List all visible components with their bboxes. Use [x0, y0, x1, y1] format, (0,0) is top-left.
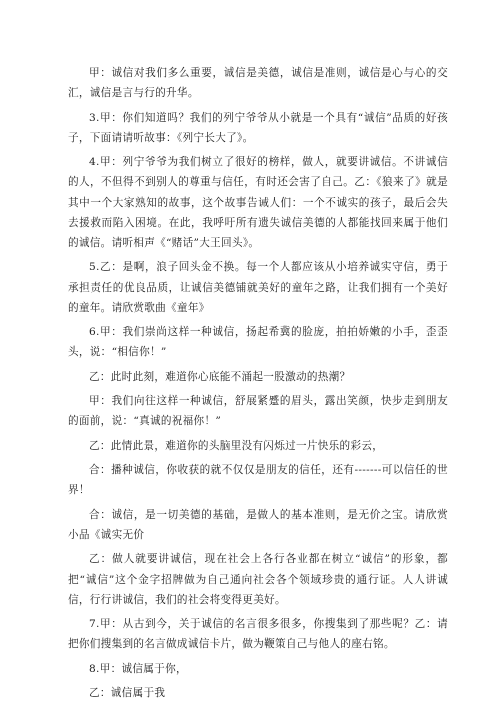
paragraph: 甲：诚信对我们多么重要，诚信是美德，诚信是准则，诚信是心与心的交汇，诚信是言与行的升华。	[68, 67, 448, 100]
paragraph: 甲：我们向往这样一种诚信，舒展紧蹙的眉头，露出笑颜，快步走到朋友的面前，说：“真诚的祝福你！”	[68, 395, 448, 428]
paragraph: 4.甲：列宁爷爷为我们树立了很好的榜样，做人，就要讲诚信。不讲诚信的人，不但得不到别人的尊重与信任，有时还会害了自己。乙：《狼来了》就是其中一个大家熟知的故事，这个故事告诫人们：一个不诚实的孩子，最后会失去援救而陷入困境。在此，我呼吁所有遗失诚信美德的人都能找回来属于他们的诚信。请听相声《“赌话”大王回头》。	[68, 156, 448, 249]
paragraph: 合：诚信，是一切美德的基础，是做人的基本准则，是无价之宝。请欣赏小品《诚实无价	[68, 508, 448, 541]
paragraph: 8.甲：诚信属于你，	[89, 662, 187, 675]
paragraph: 7.甲：从古到今，关于诚信的名言很多很多，你搜集到了那些呢？乙：请把你们搜集到的名言做成诚信卡片，做为鞭策自己与他人的座右铭。	[68, 618, 448, 651]
paragraph: 乙：此时此刻，难道你心底能不涌起一股激动的热潮？	[89, 370, 351, 383]
paragraph: 合：播种诚信，你收获的就不仅仅是朋友的信任，还有-------可以信任的世界！	[68, 464, 448, 497]
paragraph: 乙：此情此景，难道你的头脑里没有闪烁过一片快乐的彩云，	[89, 439, 384, 452]
document-body	[68, 63, 448, 708]
paragraph: 3.甲：你们知道吗？我们的列宁爷爷从小就是一个具有“诚信”品质的好孩子，下面请请听故事：《列宁长大了》。	[68, 111, 448, 144]
paragraph: 6.甲：我们崇尚这样一种诚信，扬起希冀的脸庞，拍拍娇嫩的小手，歪歪头，说：“相信你！”	[68, 326, 448, 359]
paragraph: 5.乙：是啊，浪子回头金不换。每一个人都应该从小培养诚实守信，勇于承担责任的优良品质，让诚信美德铺就美好的童年之路，让我们拥有一个美好的童年。请欣赏歌曲《童年》	[68, 261, 448, 314]
paragraph: 乙：诚信属于我	[89, 687, 166, 700]
paragraph: 乙：做人就要讲诚信，现在社会上各行各业都在树立“诚信”的形象，都把“诚信”这个金字招牌做为自己通向社会各个领域珍贵的通行证。人人讲诚信，行行讲诚信，我们的社会将变得更美好。	[68, 553, 448, 606]
